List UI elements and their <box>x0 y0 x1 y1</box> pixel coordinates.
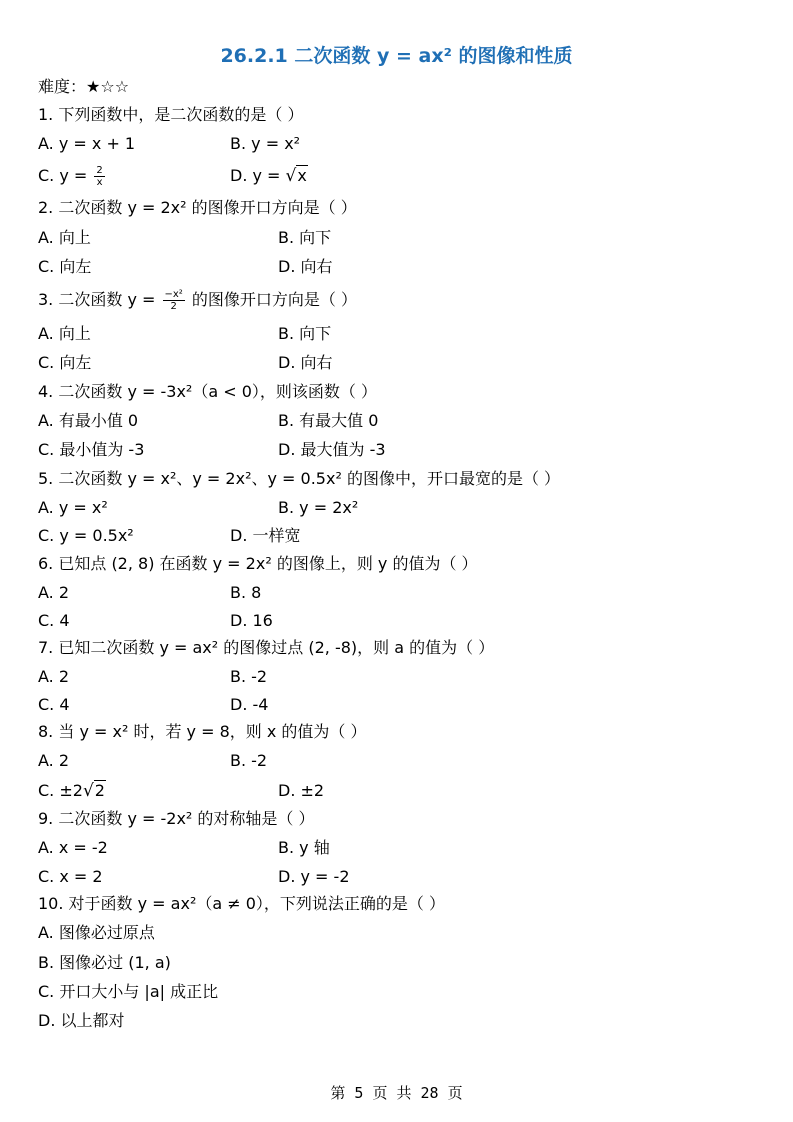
radical-sign: √ <box>82 781 94 801</box>
question-7-option-d: D. -4 <box>230 695 269 714</box>
square-root <box>286 165 308 187</box>
question-9-option-b: B. y 轴 <box>278 838 330 857</box>
question-8-option-a: A. 2 <box>38 751 70 770</box>
radicand: x <box>297 166 307 185</box>
question-3-option-c: C. 向左 <box>38 353 92 372</box>
question-6-option-a: A. 2 <box>38 583 70 602</box>
question-6-option-c: C. 4 <box>38 611 70 630</box>
option-d-prefix: D. y = <box>230 166 286 185</box>
question-10-option-d: D. 以上都对 <box>38 1011 125 1030</box>
question-6-stem: 6. 已知点 (2, 8) 在函数 y = 2x² 的图像上，则 y 的值为（ ） <box>38 554 478 573</box>
question-2-option-c: C. 向左 <box>38 257 92 276</box>
fraction-numerator: −x² <box>164 289 183 300</box>
question-3-stem-suffix: 的图像开口方向是（ ） <box>186 290 357 309</box>
question-9-option-a: A. x = -2 <box>38 838 108 857</box>
page-footer: 第 5 页 共 28 页 <box>330 1084 463 1102</box>
question-6-option-b: B. 8 <box>230 583 262 602</box>
question-8-stem: 8. 当 y = x² 时，若 y = 8，则 x 的值为（ ） <box>38 722 367 741</box>
question-8-option-b: B. -2 <box>230 751 268 770</box>
radical-sign: √ <box>285 166 297 186</box>
square-root <box>83 780 106 802</box>
question-5-stem: 5. 二次函数 y = x²、y = 2x²、y = 0.5x² 的图像中，开口最宽的是（ ） <box>38 469 561 488</box>
fraction-denominator: x <box>96 177 103 188</box>
question-3-option-b: B. 向下 <box>278 324 332 343</box>
question-1-option-b: B. y = x² <box>230 134 301 153</box>
question-9-stem: 9. 二次函数 y = -2x² 的对称轴是（ ） <box>38 809 315 828</box>
question-10-option-c: C. 开口大小与 |a| 成正比 <box>38 982 219 1001</box>
question-4-stem: 4. 二次函数 y = -3x²（a < 0），则该函数（ ） <box>38 382 377 401</box>
difficulty-label: 难度：★☆☆ <box>38 77 130 96</box>
question-4-option-c: C. 最小值为 -3 <box>38 440 145 459</box>
question-7-option-a: A. 2 <box>38 667 70 686</box>
question-5-option-c: C. y = 0.5x² <box>38 526 134 545</box>
option-c-prefix: C. ±2 <box>38 781 83 800</box>
fraction-denominator: 2 <box>170 301 177 312</box>
question-1-option-a: A. y = x + 1 <box>38 134 136 153</box>
question-4-option-b: B. 有最大值 0 <box>278 411 379 430</box>
question-5-option-a: A. y = x² <box>38 498 108 517</box>
question-1-stem: 1. 下列函数中，是二次函数的是（ ） <box>38 105 304 124</box>
fraction <box>94 165 104 188</box>
question-3-stem-prefix: 3. 二次函数 y = <box>38 290 161 309</box>
question-3-option-d: D. 向右 <box>278 353 333 372</box>
question-2-option-d: D. 向右 <box>278 257 333 276</box>
fraction-numerator: 2 <box>96 165 103 176</box>
question-7-stem: 7. 已知二次函数 y = ax² 的图像过点 (2, -8)，则 a 的值为（ ） <box>38 638 495 657</box>
radicand: 2 <box>94 781 105 800</box>
question-10-stem: 10. 对于函数 y = ax²（a ≠ 0），下列说法正确的是（ ） <box>38 894 446 913</box>
question-3-option-a: A. 向上 <box>38 324 91 343</box>
question-3-stem <box>38 289 357 312</box>
question-1-option-c <box>38 165 107 188</box>
question-4-option-d: D. 最大值为 -3 <box>278 440 386 459</box>
question-2-option-b: B. 向下 <box>278 228 332 247</box>
question-8-option-d: D. ±2 <box>278 781 325 800</box>
question-7-option-b: B. -2 <box>230 667 268 686</box>
question-6-option-d: D. 16 <box>230 611 273 630</box>
question-9-option-d: D. y = -2 <box>278 867 350 886</box>
question-1-option-d <box>230 165 308 187</box>
question-10-option-b: B. 图像必过 (1, a) <box>38 953 171 972</box>
fraction <box>163 289 185 312</box>
question-5-option-b: B. y = 2x² <box>278 498 359 517</box>
question-2-stem: 2. 二次函数 y = 2x² 的图像开口方向是（ ） <box>38 198 357 217</box>
question-9-option-c: C. x = 2 <box>38 867 103 886</box>
question-2-option-a: A. 向上 <box>38 228 91 247</box>
question-4-option-a: A. 有最小值 0 <box>38 411 139 430</box>
question-8-option-c <box>38 780 106 802</box>
question-10-option-a: A. 图像必过原点 <box>38 923 155 942</box>
option-c-prefix: C. y = <box>38 166 93 185</box>
page-title: 26.2.1 二次函数 y = ax² 的图像和性质 <box>220 45 573 67</box>
question-7-option-c: C. 4 <box>38 695 70 714</box>
question-5-option-d: D. 一样宽 <box>230 526 301 545</box>
